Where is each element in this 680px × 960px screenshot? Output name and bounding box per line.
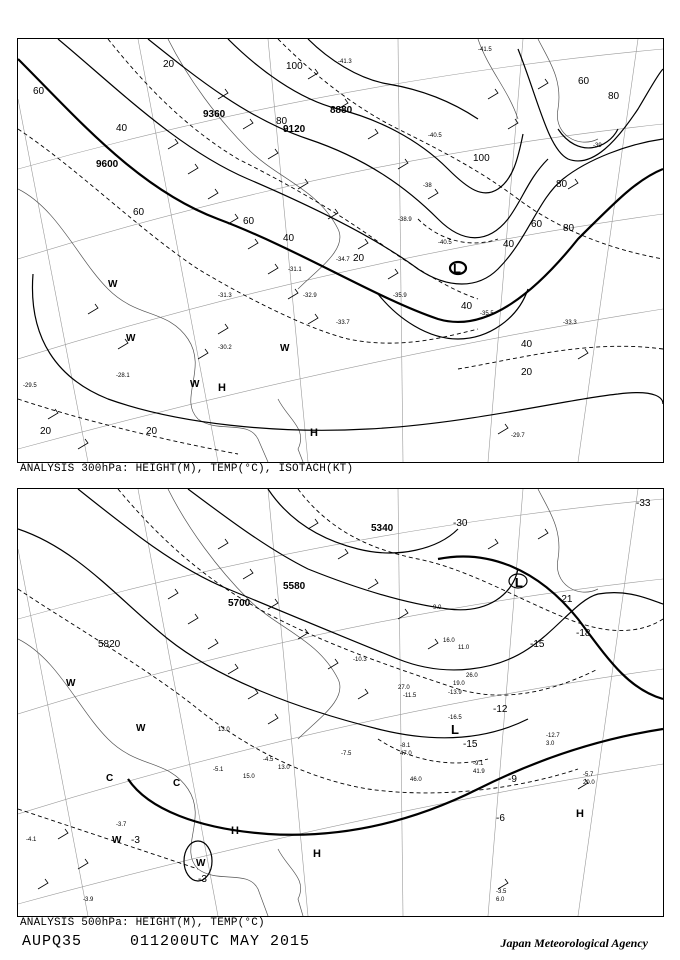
- height-label: 5580: [283, 581, 306, 592]
- isotach-label: 80: [556, 179, 568, 190]
- temp-label: -41.5: [478, 47, 492, 53]
- wind-speed-label: 47.0: [400, 751, 412, 757]
- height-label: 5340: [371, 523, 394, 534]
- wind-speed-label: 3.0: [546, 741, 555, 747]
- warm-marker: W: [136, 723, 146, 734]
- grid-lines: [18, 39, 663, 462]
- valid-time: 011200UTC MAY 2015: [130, 933, 311, 950]
- temp-label: -29.7: [511, 433, 525, 439]
- temp-label: -31.1: [288, 267, 302, 273]
- isotach-label: 40: [116, 123, 128, 134]
- wind-speed-label: 19.0: [453, 681, 465, 687]
- isotach-label: 20: [163, 59, 175, 70]
- temp-label: -10.3: [353, 657, 367, 663]
- temp-label: -11.5: [403, 693, 417, 699]
- wind-speed-label: 20.0: [583, 780, 595, 786]
- temp-label: -12.7: [546, 733, 560, 739]
- chart-300hpa: [17, 38, 664, 463]
- isotach-label: 40: [521, 339, 533, 350]
- temp-label: -29.5: [23, 383, 37, 389]
- temp-label: -3.5: [496, 889, 507, 895]
- grid-lines: [18, 489, 663, 916]
- chart-500hpa: [17, 488, 664, 917]
- wind-speed-label: 9.0: [433, 605, 442, 611]
- temp-label: -12: [493, 704, 508, 715]
- temp-label: -18: [576, 628, 591, 639]
- high-pressure-marker: H: [313, 848, 321, 860]
- temp-label: -9.1: [473, 761, 484, 767]
- temp-label: -15: [463, 739, 478, 750]
- low-pressure-marker: L: [453, 261, 461, 276]
- temp-label: -34.7: [336, 257, 350, 263]
- temp-label: -35.5: [480, 311, 494, 317]
- warm-marker: W: [190, 379, 200, 390]
- height-label: 8880: [330, 105, 353, 116]
- temp-label: -35.9: [393, 293, 407, 299]
- wind-speed-label: 27.0: [398, 685, 410, 691]
- high-pressure-marker: H: [218, 382, 226, 394]
- isotach-label: 20: [521, 367, 533, 378]
- temp-label: -33: [636, 498, 651, 509]
- wind-speed-label: 46.0: [410, 777, 422, 783]
- coastlines: [18, 489, 598, 916]
- low-pressure-marker: L: [515, 575, 523, 590]
- wind-speed-label: 16.0: [443, 638, 455, 644]
- temp-label: -40.5: [428, 133, 442, 139]
- height-label: 9360: [203, 109, 226, 120]
- chart-300hpa-map: [18, 39, 663, 462]
- temp-label: -30.2: [218, 345, 232, 351]
- temp-label: -41.3: [338, 59, 352, 65]
- temp-label: -3.7: [116, 822, 127, 828]
- temp-label: -8.1: [400, 743, 411, 749]
- isotach-label: 100: [473, 153, 490, 164]
- isotach-label: 80: [276, 116, 288, 127]
- isotach-label: 60: [133, 207, 145, 218]
- temp-label: -9: [508, 774, 517, 785]
- wind-speed-label: 6.0: [496, 897, 505, 903]
- temp-label: -5.7: [583, 772, 594, 778]
- temp-label: -38: [423, 183, 432, 189]
- high-pressure-marker: H: [576, 808, 584, 820]
- temperature-contours: [18, 39, 663, 454]
- isotach-label: 80: [563, 223, 575, 234]
- temp-label: -39: [593, 143, 602, 149]
- cold-marker: C: [106, 773, 114, 784]
- isotach-label: 40: [283, 233, 295, 244]
- wind-speed-label: 41.9: [473, 769, 485, 775]
- temp-label: -38.9: [398, 217, 412, 223]
- low-pressure-marker: L: [451, 722, 459, 737]
- isotach-label: 80: [608, 91, 620, 102]
- temperature-contours: [18, 489, 663, 869]
- wind-speed-label: 15.0: [243, 774, 255, 780]
- isotach-label: 60: [531, 219, 543, 230]
- wind-speed-label: 26.0: [466, 673, 478, 679]
- temp-label: -3.9: [83, 897, 94, 903]
- temp-label: -33.3: [563, 320, 577, 326]
- coastlines: [18, 39, 598, 462]
- wind-speed-label: 13.0: [218, 727, 230, 733]
- warm-marker: W: [112, 835, 122, 846]
- isotach-label: 100: [286, 61, 303, 72]
- high-pressure-marker: H: [310, 427, 318, 439]
- temp-label: -33.7: [336, 320, 350, 326]
- temp-label: -16.5: [448, 715, 462, 721]
- height-label: 9120: [283, 124, 306, 135]
- isotach-label: 40: [503, 239, 515, 250]
- temp-label: -40.5: [438, 240, 452, 246]
- isotach-label: 40: [461, 301, 473, 312]
- isotach-label: 20: [146, 426, 158, 437]
- warm-marker: W: [196, 858, 206, 869]
- temp-label: -31.3: [218, 293, 232, 299]
- height-label: 5820: [98, 639, 121, 650]
- temp-label: -4.1: [26, 837, 37, 843]
- temp-label: -3: [131, 835, 140, 846]
- isotach-label: 60: [33, 86, 45, 97]
- chart-300hpa-caption: ANALYSIS 300hPa: HEIGHT(M), TEMP(°C), ISOTACH(KT): [20, 463, 354, 475]
- temp-label: -28.1: [116, 373, 130, 379]
- isotach-label: 60: [243, 216, 255, 227]
- temp-label: -4.5: [263, 757, 274, 763]
- wind-speed-label: 11.0: [458, 645, 470, 651]
- isotach-label: 60: [578, 76, 590, 87]
- temp-label: -32.9: [303, 293, 317, 299]
- chart-500hpa-map: [18, 489, 663, 916]
- isotach-label: 20: [353, 253, 365, 264]
- cold-marker: C: [173, 778, 181, 789]
- temp-label: -6: [496, 813, 505, 824]
- isotach-label: 20: [40, 426, 52, 437]
- wind-speed-label: 13.0: [278, 765, 290, 771]
- temp-label: -7.5: [341, 751, 352, 757]
- temp-label: -21: [558, 594, 573, 605]
- warm-marker: W: [280, 343, 290, 354]
- temp-label: -5.1: [213, 767, 224, 773]
- temp-label: -15: [530, 639, 545, 650]
- product-code: AUPQ35: [22, 933, 83, 950]
- temp-label: -13.9: [448, 690, 462, 696]
- agency-name: Japan Meteorological Agency: [500, 936, 648, 950]
- temp-label: -30: [453, 518, 468, 529]
- height-label: 5700: [228, 598, 251, 609]
- warm-marker: W: [108, 279, 118, 290]
- warm-marker: W: [66, 678, 76, 689]
- chart-500hpa-caption: ANALYSIS 500hPa: HEIGHT(M), TEMP(°C): [20, 917, 265, 929]
- height-label: 9600: [96, 159, 119, 170]
- high-pressure-marker: H: [231, 825, 239, 837]
- temp-label: -3: [198, 874, 207, 885]
- warm-marker: W: [126, 333, 136, 344]
